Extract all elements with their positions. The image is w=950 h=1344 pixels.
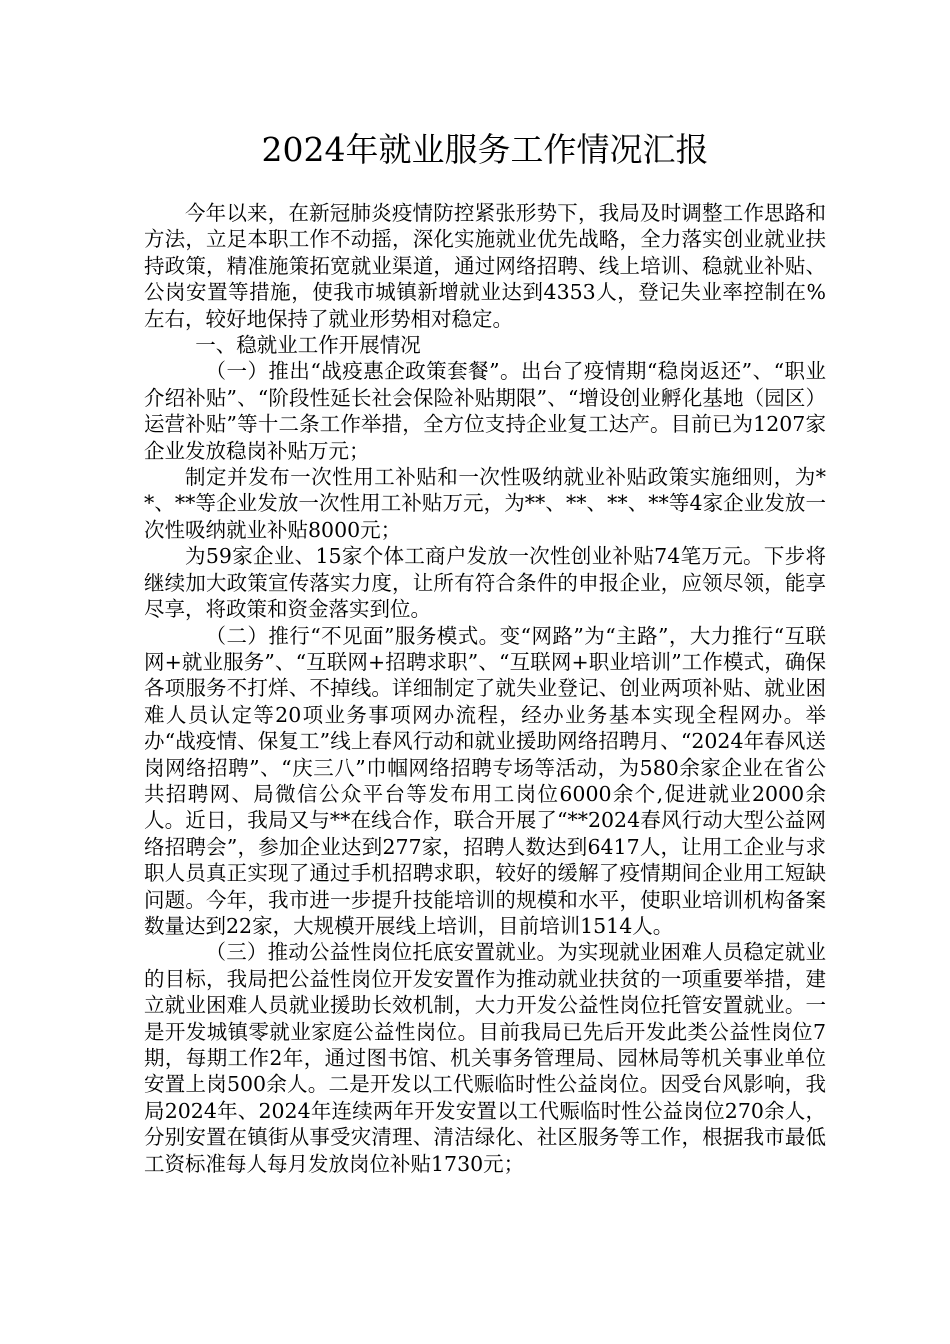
paragraph-subsection-2: （二）推行“不见面”服务模式。变“网路”为“主路”，大力推行“互联网+就业服务”、“互联网+招聘求职”、“互联网+职业培训”工作模式，确保各项服务不打烊、不掉线。详细制定了就失业登记、创业两项补贴、就业困难人员认定等20项业务事项网办流程，经办业务基本实现全程网办。举办“战疫情、保复工”线上春风行动和就业援助网络招聘月、“2024年春风送岗网络招聘”、“庆三八”巾帼网络招聘专场等活动，为580余家企业在省公共招聘网、局微信公众平台等发布用工岗位6000余个,促进就业2000余人。近日，我局又与**在线合作，联合开展了“**2024春风行动大型公益网络招聘会”，参加企业达到277家，招聘人数达到6417人，让用工企业与求职人员真正实现了通过手机招聘求职，较好的缓解了疫情期间企业用工短缺问题。今年，我市进一步提升技能培训的规模和水平，使职业培训机构备案数量达到22家，大规模开展线上培训，目前培训1514人。 xyxy=(144,623,826,938)
paragraph-subsection-1: （一）推出“战疫惠企政策套餐”。出台了疫情期“稳岗返还”、“职业介绍补贴”、“阶段性延长社会保险补贴期限”、“增设创业孵化基地（园区）运营补贴”等十二条工作举措，全方位支持企业复工达产。目前已为1207家企业发放稳岗补贴万元； xyxy=(144,359,826,463)
paragraph-subsection-3: （三）推动公益性岗位托底安置就业。为实现就业困难人员稳定就业的目标，我局把公益性岗位开发安置作为推动就业扶贫的一项重要举措，建立就业困难人员就业援助长效机制，大力开发公益性岗位托管安置就业。一是开发城镇零就业家庭公益性岗位。目前我局已先后开发此类公益性岗位7期，每期工作2年，通过图书馆、机关事务管理局、园林局等机关事业单位安置上岗500余人。二是开发以工代赈临时性公益岗位。因受台风影响，我局2024年、2024年连续两年开发安置以工代赈临时性公益岗位270余人，分别安置在镇街从事受灾清理、清洁绿化、社区服务等工作，根据我市最低工资标准每人每月发放岗位补贴1730元； xyxy=(144,940,826,1176)
document-title: 2024年就业服务工作情况汇报 xyxy=(261,130,709,169)
section-heading-1: 一、稳就业工作开展情况 xyxy=(195,333,421,358)
paragraph-startup-subsidy: 为59家企业、15家个体工商户发放一次性创业补贴74笔万元。下步将继续加大政策宣传落实力度，让所有符合条件的申报企业，应领尽领，能享尽享，将政策和资金落实到位。 xyxy=(144,544,826,622)
document-page xyxy=(144,128,826,1177)
paragraph-subsidy-rules: 制定并发布一次性用工补贴和一次性吸纳就业补贴政策实施细则，为**、**等企业发放一次性用工补贴万元，为**、**、**、**等4家企业发放一次性吸纳就业补贴8000元； xyxy=(144,465,826,542)
paragraph-intro: 今年以来，在新冠肺炎疫情防控紧张形势下，我局及时调整工作思路和方法，立足本职工作不动摇，深化实施就业优先战略，全力落实创业就业扶持政策，精准施策拓宽就业渠道，通过网络招聘、线上培训、稳就业补贴、公岗安置等措施，使我市城镇新增就业达到4353人，登记失业率控制在%左右，较好地保持了就业形势相对稳定。 xyxy=(144,201,826,331)
document-body xyxy=(144,200,826,1177)
